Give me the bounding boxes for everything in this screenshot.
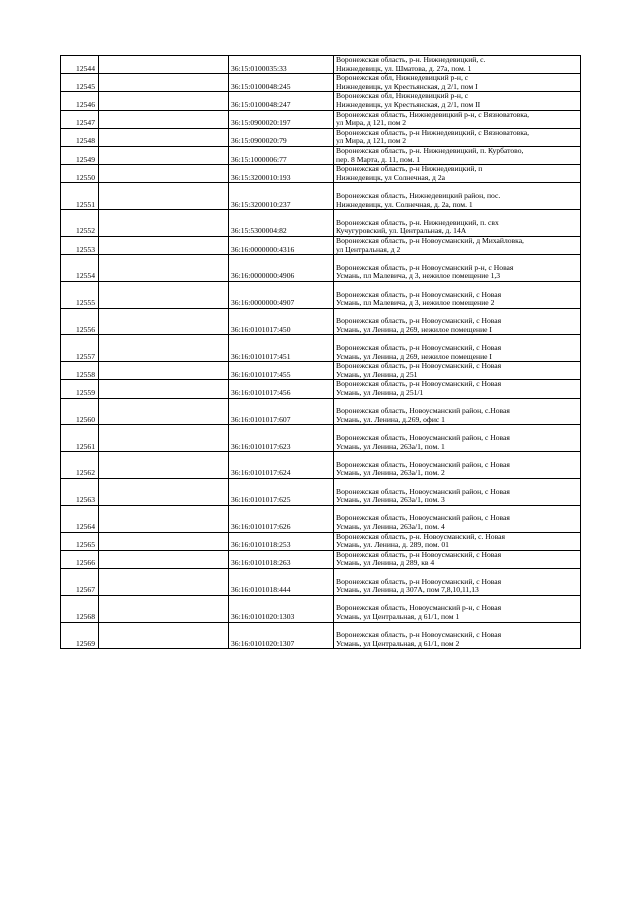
address-cell xyxy=(334,505,581,532)
registry-table-body xyxy=(61,56,581,649)
cadastral-number: 36:16:0101017:623 xyxy=(229,425,334,452)
row-number: 12547 xyxy=(61,110,99,128)
empty-cell xyxy=(99,183,229,210)
address-cell xyxy=(334,146,581,164)
address-cell xyxy=(334,595,581,622)
address-line: Усмань, ул Ленина, д 269, нежилое помещение I xyxy=(336,351,492,361)
cadastral-number: 36:16:0101018:444 xyxy=(229,569,334,596)
table-row xyxy=(61,532,581,550)
address-cell xyxy=(334,56,581,74)
table-row xyxy=(61,362,581,380)
row-number: 12551 xyxy=(61,183,99,210)
cadastral-number: 36:15:5300004:82 xyxy=(229,210,334,237)
empty-cell xyxy=(99,362,229,380)
row-number: 12562 xyxy=(61,452,99,479)
table-row xyxy=(61,335,581,362)
cadastral-number: 36:16:0000000:4906 xyxy=(229,255,334,282)
row-number: 12561 xyxy=(61,425,99,452)
address-cell xyxy=(334,550,581,568)
row-number: 12545 xyxy=(61,74,99,92)
address-cell xyxy=(334,236,581,254)
address-line: Воронежская область, р-н Новоусманский, с Новая xyxy=(336,343,502,353)
address-line: Воронежская область, р-н Новоусманский, с Новая xyxy=(336,379,502,389)
table-row xyxy=(61,74,581,92)
empty-cell xyxy=(99,595,229,622)
address-cell xyxy=(334,380,581,398)
cadastral-number: 36:16:0101017:450 xyxy=(229,308,334,335)
row-number: 12567 xyxy=(61,569,99,596)
empty-cell xyxy=(99,380,229,398)
row-number: 12560 xyxy=(61,398,99,425)
address-line: Усмань, ул. Ленина, д.269, офис 1 xyxy=(336,414,445,424)
table-row xyxy=(61,595,581,622)
address-cell xyxy=(334,165,581,183)
address-cell xyxy=(334,110,581,128)
address-line: Воронежская область, Новоусманский район, с Новая xyxy=(336,459,510,469)
address-line: Усмань, ул Центральная, д 61/1, пом 2 xyxy=(336,638,460,648)
table-row xyxy=(61,550,581,568)
empty-cell xyxy=(99,236,229,254)
table-row xyxy=(61,236,581,254)
table-row xyxy=(61,56,581,74)
table-row xyxy=(61,110,581,128)
table-row xyxy=(61,622,581,649)
table-row xyxy=(61,128,581,146)
address-line: Воронежская область, р-н Новоусманский, с Новая xyxy=(336,576,502,586)
table-row xyxy=(61,146,581,164)
address-cell xyxy=(334,255,581,282)
address-line: Нижнедевицк, ул Крестьянская, д 2/1, пом I xyxy=(336,81,478,91)
empty-cell xyxy=(99,550,229,568)
address-cell xyxy=(334,74,581,92)
address-line: Воронежская область, Нижнедевицкий район, пос. xyxy=(336,190,501,200)
table-row xyxy=(61,380,581,398)
row-number: 12549 xyxy=(61,146,99,164)
address-cell xyxy=(334,281,581,308)
row-number: 12550 xyxy=(61,165,99,183)
cadastral-number: 36:15:3200010:237 xyxy=(229,183,334,210)
address-cell xyxy=(334,532,581,550)
cadastral-number: 36:15:0100048:247 xyxy=(229,92,334,110)
address-cell xyxy=(334,335,581,362)
address-line: Кучугуровский, ул. Центральная, д. 14А xyxy=(336,226,467,236)
empty-cell xyxy=(99,74,229,92)
row-number: 12553 xyxy=(61,236,99,254)
address-line: Усмань, пл Малевича, д 3, нежилое помещение 1,3 xyxy=(336,271,501,281)
table-row xyxy=(61,281,581,308)
cadastral-number: 36:16:0101017:607 xyxy=(229,398,334,425)
cadastral-number: 36:16:0101017:624 xyxy=(229,452,334,479)
address-line: Воронежская область, р-н. Нижнедевицкий, с. xyxy=(336,55,486,64)
row-number: 12568 xyxy=(61,595,99,622)
address-line: Усмань, ул Ленина, д 269, нежилое помещение I xyxy=(336,324,492,334)
table-row xyxy=(61,425,581,452)
row-number: 12556 xyxy=(61,308,99,335)
empty-cell xyxy=(99,335,229,362)
cadastral-number: 36:16:0000000:4316 xyxy=(229,236,334,254)
address-line: Воронежская область, Новоусманский р-н, с Новая xyxy=(336,603,502,613)
address-line: Воронежская область, р-н Нижнедевицкий, с Вязноватовка, xyxy=(336,128,530,137)
empty-cell xyxy=(99,128,229,146)
row-number: 12563 xyxy=(61,479,99,506)
empty-cell xyxy=(99,532,229,550)
table-row xyxy=(61,210,581,237)
empty-cell xyxy=(99,92,229,110)
address-cell xyxy=(334,128,581,146)
table-row xyxy=(61,308,581,335)
cadastral-number: 36:16:0101017:626 xyxy=(229,505,334,532)
empty-cell xyxy=(99,255,229,282)
address-line: ул Центральная, д 2 xyxy=(336,244,401,254)
empty-cell xyxy=(99,281,229,308)
cadastral-number: 36:15:0100035:33 xyxy=(229,56,334,74)
address-line: Воронежская область, Нижнедевицкий р-н, с Вязноватовка, xyxy=(336,110,530,119)
address-cell xyxy=(334,479,581,506)
table-row xyxy=(61,479,581,506)
table-row xyxy=(61,569,581,596)
row-number: 12554 xyxy=(61,255,99,282)
cadastral-number: 36:16:0101017:451 xyxy=(229,335,334,362)
address-line: ул Мира, д 121, пом 2 xyxy=(336,136,407,146)
empty-cell xyxy=(99,479,229,506)
table-row xyxy=(61,255,581,282)
address-line: Воронежская область, р-н. Нижнедевицкий, п. свх xyxy=(336,217,499,227)
address-cell xyxy=(334,622,581,649)
row-number: 12564 xyxy=(61,505,99,532)
address-line: Нижнедевицк, ул. Шматова, д. 27а, пом. 1 xyxy=(336,63,472,73)
address-line: Воронежская область, Новоусманский район, с Новая xyxy=(336,513,510,523)
address-cell xyxy=(334,569,581,596)
address-line: Воронежская область, р-н Новоусманский, с Новая xyxy=(336,630,502,640)
address-line: Воронежская область, р-н Новоусманский, с Новая xyxy=(336,289,502,299)
row-number: 12557 xyxy=(61,335,99,362)
address-line: Воронежская обл, Нижнедевицкий р-н, с xyxy=(336,73,469,83)
cadastral-number: 36:16:0101017:455 xyxy=(229,362,334,380)
address-line: Нижнедевицк, ул. Солнечная, д. 2а, пом. 1 xyxy=(336,199,473,209)
row-number: 12552 xyxy=(61,210,99,237)
address-cell xyxy=(334,425,581,452)
address-line: Усмань, ул Ленина, 263а/1, пом. 4 xyxy=(336,522,445,532)
address-line: Воронежская область, р-н Новоусманский, с Новая xyxy=(336,550,502,559)
address-line: Воронежская область, р-н Новоусманский, с Новая xyxy=(336,361,502,371)
cadastral-number: 36:15:0900020:197 xyxy=(229,110,334,128)
table-row xyxy=(61,452,581,479)
address-cell xyxy=(334,362,581,380)
empty-cell xyxy=(99,452,229,479)
address-line: Воронежская область, Новоусманский район, с Новая xyxy=(336,433,510,443)
address-line: Усмань, ул Ленина, 263а/1, пом. 2 xyxy=(336,468,445,478)
address-line: Воронежская область, р-н Новоусманский р-н, с Новая xyxy=(336,262,514,272)
empty-cell xyxy=(99,165,229,183)
cadastral-number: 36:16:0000000:4907 xyxy=(229,281,334,308)
address-cell xyxy=(334,452,581,479)
address-line: Усмань, пл Малевича, д 3, нежилое помещение 2 xyxy=(336,298,495,308)
address-line: Усмань, ул. Ленина, д. 289, пом. 01 xyxy=(336,540,449,550)
address-line: Воронежская область, р-н Нижнедевицкий, п xyxy=(336,164,483,174)
address-cell xyxy=(334,92,581,110)
address-cell xyxy=(334,210,581,237)
empty-cell xyxy=(99,210,229,237)
empty-cell xyxy=(99,505,229,532)
address-line: Нижнедевицк, ул Солнечная, д 2а xyxy=(336,172,445,182)
row-number: 12569 xyxy=(61,622,99,649)
cadastral-number: 36:15:0900020:79 xyxy=(229,128,334,146)
table-row xyxy=(61,505,581,532)
address-line: Воронежская область, р-н Новоусманский, д Михайловка, xyxy=(336,236,524,245)
address-line: Нижнедевицк, ул Крестьянская, д 2/1, пом II xyxy=(336,99,481,109)
address-line: Усмань, ул Центральная, д 61/1, пом 1 xyxy=(336,612,460,622)
address-line: Усмань, ул Ленина, д 251 xyxy=(336,369,418,379)
address-line: Воронежская область, Новоусманский район, с Новая xyxy=(336,486,510,496)
empty-cell xyxy=(99,398,229,425)
row-number: 12566 xyxy=(61,550,99,568)
row-number: 12558 xyxy=(61,362,99,380)
cadastral-number: 36:15:0100048:245 xyxy=(229,74,334,92)
row-number: 12555 xyxy=(61,281,99,308)
address-line: Воронежская область, р-н Новоусманский, с Новая xyxy=(336,316,502,326)
cadastral-number: 36:16:0101020:1303 xyxy=(229,595,334,622)
address-line: пер. 8 Марта, д. 11, пом. 1 xyxy=(336,154,421,164)
table-row xyxy=(61,398,581,425)
registry-table xyxy=(60,55,581,649)
empty-cell xyxy=(99,425,229,452)
empty-cell xyxy=(99,308,229,335)
address-line: Воронежская область, р-н. Новоусманский, с. Новая xyxy=(336,532,505,541)
empty-cell xyxy=(99,622,229,649)
table-row xyxy=(61,183,581,210)
cadastral-number: 36:15:3200010:193 xyxy=(229,165,334,183)
table-row xyxy=(61,165,581,183)
address-cell xyxy=(334,308,581,335)
address-line: Воронежская обл, Нижнедевицкий р-н, с xyxy=(336,91,469,101)
address-cell xyxy=(334,183,581,210)
empty-cell xyxy=(99,56,229,74)
cadastral-number: 36:16:0101020:1307 xyxy=(229,622,334,649)
empty-cell xyxy=(99,569,229,596)
empty-cell xyxy=(99,146,229,164)
row-number: 12559 xyxy=(61,380,99,398)
cadastral-number: 36:16:0101018:263 xyxy=(229,550,334,568)
address-line: Усмань, ул Ленина, 263а/1, пом. 3 xyxy=(336,495,445,505)
empty-cell xyxy=(99,110,229,128)
row-number: 12565 xyxy=(61,532,99,550)
row-number: 12546 xyxy=(61,92,99,110)
cadastral-number: 36:16:0101017:625 xyxy=(229,479,334,506)
row-number: 12544 xyxy=(61,56,99,74)
address-line: Усмань, ул Ленина, д 251/1 xyxy=(336,388,424,398)
address-cell xyxy=(334,398,581,425)
row-number: 12548 xyxy=(61,128,99,146)
address-line: Усмань, ул Ленина, д 307А, пом 7,8,10,11,13 xyxy=(336,585,479,595)
address-line: ул Мира, д 121, пом 2 xyxy=(336,118,407,128)
address-line: Воронежская область, р-н. Нижнедевицкий, п. Курбатово, xyxy=(336,146,524,155)
cadastral-number: 36:16:0101017:456 xyxy=(229,380,334,398)
address-line: Воронежская область, Новоусманский район, с.Новая xyxy=(336,406,510,416)
cadastral-number: 36:15:1000006:77 xyxy=(229,146,334,164)
table-row xyxy=(61,92,581,110)
cadastral-number: 36:16:0101018:253 xyxy=(229,532,334,550)
address-line: Усмань, ул Ленина, 263а/1, пом. 1 xyxy=(336,441,445,451)
address-line: Усмань, ул Ленина, д 289, кв 4 xyxy=(336,558,435,568)
